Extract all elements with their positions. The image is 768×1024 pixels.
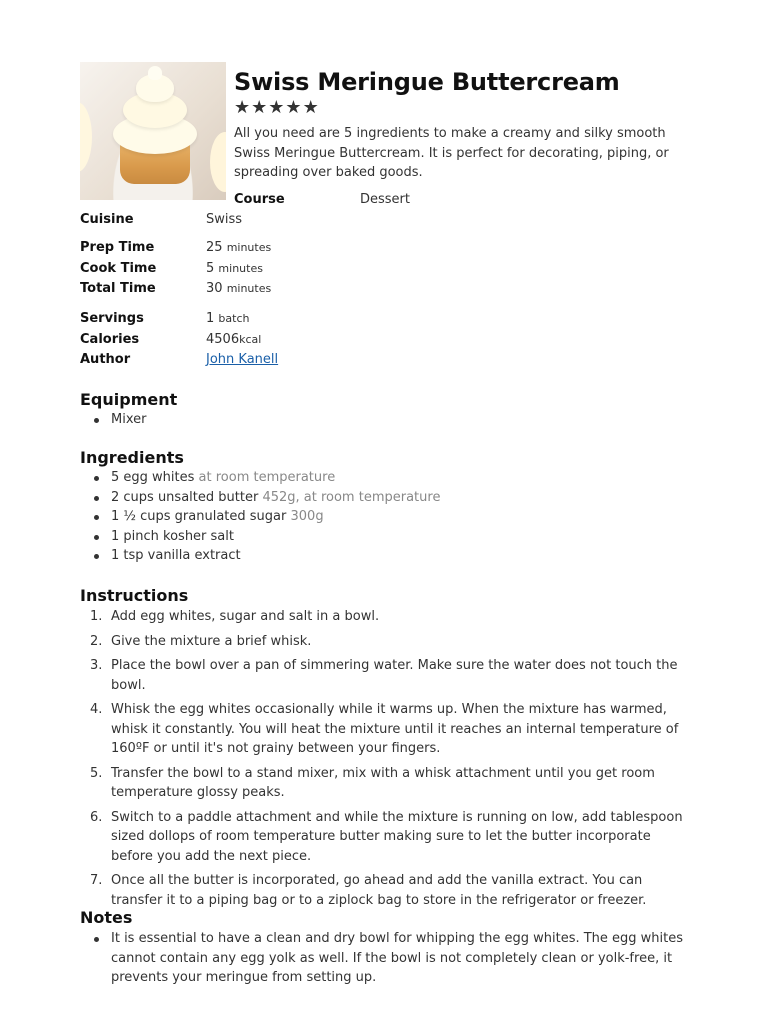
- recipe-card: [80, 62, 690, 986]
- meta-calories: [80, 330, 380, 350]
- recipe-title: Swiss Meringue Buttercream: [234, 68, 620, 96]
- meta-unit: batch: [218, 312, 250, 325]
- meta-label: Servings: [80, 311, 144, 326]
- step-number: 6.: [90, 809, 103, 825]
- star-icon[interactable]: ★: [268, 97, 285, 118]
- step-number: 2.: [90, 633, 103, 649]
- instruction-step: [80, 871, 690, 910]
- meta-label: Cook Time: [80, 261, 157, 276]
- meta-value: Dessert: [360, 192, 410, 207]
- meta-total-time: [80, 279, 380, 299]
- meta-label: Prep Time: [80, 240, 155, 255]
- step-text: Place the bowl over a pan of simmering water. Make sure the water does not touch the bowl.: [111, 658, 678, 693]
- step-number: 4.: [90, 702, 103, 717]
- ingredient-note: 300g: [290, 509, 324, 525]
- recipe-header: [80, 62, 690, 200]
- instruction-step: [80, 808, 690, 867]
- instruction-step: [80, 764, 690, 803]
- instruction-step: [80, 607, 690, 627]
- ingredients-list: [80, 468, 690, 566]
- meta-cook-time: [80, 259, 380, 279]
- meta-unit: minutes: [218, 262, 263, 275]
- instruction-step: [80, 700, 690, 759]
- star-icon[interactable]: ★: [285, 97, 302, 118]
- instructions-heading: Instructions: [80, 586, 189, 605]
- step-number: 5.: [90, 765, 103, 781]
- step-text: Add egg whites, sugar and salt in a bowl.: [111, 609, 380, 624]
- star-icon[interactable]: ★: [234, 97, 251, 118]
- meta-value: 25: [206, 240, 223, 255]
- meta-cuisine: [80, 210, 380, 230]
- instructions-list: [80, 607, 690, 915]
- meta-value: 5: [206, 261, 215, 276]
- step-text: Switch to a paddle attachment and while the mixture is running on low, add tablespoon sized dollops of room temperature butter making sure to let the butter incorporate before you add the next piece.: [111, 809, 683, 864]
- meta-servings: [80, 309, 380, 329]
- ingredients-heading: Ingredients: [80, 448, 184, 467]
- recipe-summary: All you need are 5 ingredients to make a creamy and silky smooth Swiss Meringue Buttercream. It is perfect for decorating, piping, or spreading over baked goods.: [234, 126, 669, 180]
- step-text: Once all the butter is incorporated, go ahead and add the vanilla extract. You can transfer it to a piping bag or to a ziplock bag to store in the refrigerator or freezer.: [111, 873, 647, 908]
- meta-unit: minutes: [226, 282, 272, 295]
- step-number: 1.: [90, 609, 103, 624]
- ingredient-item: [80, 468, 690, 488]
- meta-value: 30: [206, 281, 223, 296]
- meta-label: Cuisine: [80, 212, 134, 227]
- meta-unit: kcal: [239, 333, 262, 346]
- notes-heading: Notes: [80, 908, 133, 927]
- ingredient-item: [80, 507, 690, 527]
- ingredient-text: 1 pinch kosher salt: [111, 528, 234, 544]
- meta-label: Total Time: [80, 281, 156, 296]
- step-number: 3.: [90, 658, 103, 673]
- meta-label: Course: [234, 192, 285, 207]
- step-text: Whisk the egg whites occasionally while it warms up. When the mixture has warmed, whisk it constantly. You will heat the mixture until it reaches an internal temperature of 160ºF or until it's not grainy between your fingers.: [111, 702, 679, 756]
- notes-list: [80, 929, 690, 988]
- meta-unit: minutes: [226, 241, 272, 254]
- ingredient-text: 1 ½ cups granulated sugar: [111, 509, 287, 525]
- ingredient-item: [80, 527, 690, 547]
- step-text: Transfer the bowl to a stand mixer, mix with a whisk attachment until you get room temperature glossy peaks.: [111, 765, 655, 800]
- step-text: Give the mixture a brief whisk.: [111, 633, 312, 649]
- ingredient-item: [80, 488, 690, 508]
- meta-value: 1: [206, 311, 215, 326]
- meta-label: Author: [80, 352, 131, 367]
- star-icon[interactable]: ★: [251, 97, 268, 118]
- equipment-item: Mixer: [80, 410, 690, 430]
- meta-label: Calories: [80, 332, 140, 347]
- author-link[interactable]: John Kanell: [206, 352, 279, 367]
- equipment-list: [80, 410, 690, 430]
- meta-prep-time: [80, 238, 380, 258]
- ingredient-text: 5 egg whites: [111, 470, 195, 485]
- instruction-step: [80, 656, 690, 695]
- meta-value: Swiss: [206, 212, 243, 227]
- ingredient-item: [80, 546, 690, 566]
- rating-stars[interactable]: [234, 98, 690, 118]
- meta-course: [234, 190, 534, 210]
- ingredient-note: 452g, at room temperature: [262, 489, 441, 505]
- instruction-step: [80, 632, 690, 652]
- ingredient-text: 1 tsp vanilla extract: [111, 548, 241, 564]
- ingredient-text: 2 cups unsalted butter: [111, 489, 259, 505]
- note-item: It is essential to have a clean and dry bowl for whipping the egg whites. The egg whites cannot contain any egg yolk as well. If the bowl is not completely clean or yolk-free, it prevents your meringue from setting up.: [80, 929, 690, 988]
- star-icon[interactable]: ★: [302, 97, 319, 118]
- meta-value: 4506: [206, 332, 240, 347]
- recipe-header-text: [234, 66, 690, 183]
- ingredient-note: at room temperature: [198, 470, 336, 485]
- step-number: 7.: [90, 873, 103, 888]
- meta-author: [80, 350, 380, 370]
- equipment-heading: Equipment: [80, 390, 178, 409]
- recipe-photo: [80, 62, 226, 200]
